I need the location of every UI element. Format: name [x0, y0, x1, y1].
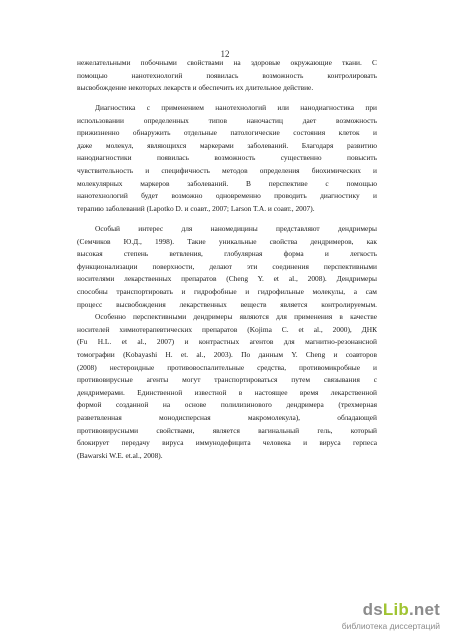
text-line: блокирует передачу вируса иммунодефицита человека и вируса герпеса	[77, 438, 377, 448]
site-watermark[interactable]	[320, 601, 440, 631]
text-line: функционализации поверхности, делают эти соединения перспективными	[77, 261, 377, 271]
paragraph-3	[77, 223, 377, 462]
page-number: 12	[220, 49, 230, 59]
text-line: молекулярных маркеров заболеваний. В перспективе с помощью	[77, 178, 377, 188]
text-line: противовирусными свойствами, является вагинальный гель, который	[77, 425, 377, 435]
text-line: нанотехнологий будет возможно одновременно проводить диагностику и	[77, 191, 377, 201]
text-line: даже молекул, являющихся маркерами заболеваний. Благодаря развитию	[77, 140, 377, 150]
logo-text-main: dsLib	[362, 600, 409, 619]
text-line: использовании определенных типов наночастиц дает возможность	[77, 115, 377, 125]
text-line: томографии (Kobayashi H. et. al., 2003). По данным Y. Cheng и соавторов	[77, 349, 377, 359]
text-line: высвобождение некоторых лекарств и обеспечить их длительное действие.	[77, 83, 314, 93]
text-line: (Fu H.L. et al., 2007) и контрастных агентов для магнитно-резонансной	[77, 337, 377, 347]
text-line: противовирусные агенты могут транспортироваться путем связывания с	[77, 375, 377, 385]
text-line: прижизненно обнаружить отдельные патологические состояния клеток и	[77, 128, 377, 138]
text-line: терапию заболеваний (Lapotko D. и соавт., 2007; Larson T.A. и соавт., 2007).	[77, 203, 315, 213]
paragraph-2	[77, 102, 377, 215]
text-line: процесс высвобождения лекарственных веществ является контролируемым.	[77, 299, 377, 309]
paragraph-1	[77, 57, 377, 95]
text-line: способны транспортировать и гидрофобные и гидрофильные молекулы, а сам	[77, 286, 377, 296]
text-line: носителями лекарственных препаратов (Cheng Y. et al., 2008). Дендримеры	[77, 274, 377, 284]
text-line: Особенно перспективными дендримеры являются для применения в качестве	[95, 312, 377, 322]
text-line: (Bawarski W.E. et.al., 2008).	[77, 450, 163, 460]
text-line: нежелательными побочными свойствами на здоровые окружающие ткани. С	[77, 58, 377, 67]
text-line: разветвленная монодисперсная макромолекула), обладающей	[77, 412, 377, 422]
text-line: носителей химиотерапевтических препаратов (Kojima C. et al., 2000), ДНК	[77, 324, 377, 334]
text-line: Диагностика с применением нанотехнологий или нанодиагностика при	[95, 103, 377, 112]
text-line: высокая степень ветвления, глобулярная форма и легкость	[77, 249, 377, 259]
text-line: Особый интерес для наномедицины представляют дендримеры	[95, 224, 377, 233]
text-line: чувствительность и специфичность методов определения биохимических и	[77, 165, 377, 175]
logo-text-domain: .net	[408, 600, 440, 619]
text-line: (Семчиков Ю.Д., 1998). Такие уникальные свойства дендримеров, как	[77, 236, 377, 246]
text-line: формой созданной на основе полилизинового дендримера (трехмерная	[77, 400, 377, 410]
site-caption: библиотека диссертаций	[341, 621, 440, 631]
text-line: (2008) нестероидные противовоспалительные средства, противомикробные и	[77, 362, 377, 372]
text-line: нанодиагностики появилась возможность существенно повысить	[77, 153, 377, 163]
text-line: помощью нанотехнологий появилась возможность контролировать	[77, 70, 377, 80]
site-logo[interactable]	[320, 601, 440, 619]
text-line: дендримерами. Единственной известной в настоящее время лекарственной	[77, 387, 377, 397]
